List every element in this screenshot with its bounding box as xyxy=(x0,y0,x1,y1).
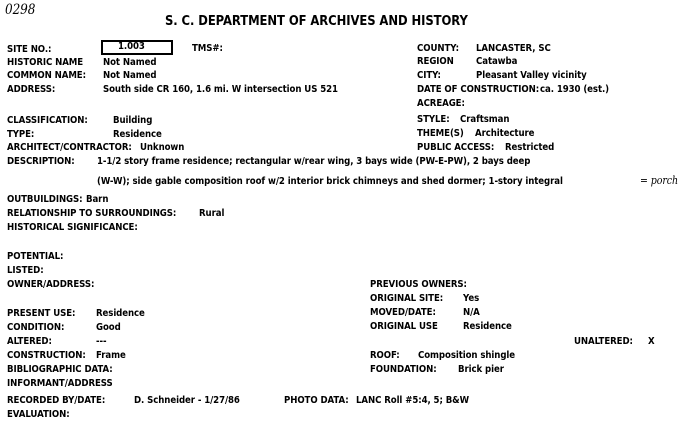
photo-value: LANC Roll #5:4, 5; B&W xyxy=(356,395,470,406)
description-line-2: (W-W); side gable composition roof w/2 interior brick chimneys and shed dormer; 1-story integral xyxy=(97,176,563,187)
foundation-label: FOUNDATION: xyxy=(370,364,437,375)
recorded-label: RECORDED BY/DATE: xyxy=(7,395,106,406)
description-line-1: 1-1/2 story frame residence; rectangular w/rear wing, 3 bays wide (PW-E-PW), 2 bays deep xyxy=(97,156,531,167)
public-access-label: PUBLIC ACCESS: xyxy=(417,142,495,153)
form-number: 0298 xyxy=(5,2,36,18)
moved-value: N/A xyxy=(463,307,480,318)
description-handwritten: = porch xyxy=(640,174,679,187)
date-construction-value: ca. 1930 (est.) xyxy=(540,84,610,95)
condition-label: CONDITION: xyxy=(7,322,65,333)
county-label: COUNTY: xyxy=(417,43,459,54)
region-label: REGION xyxy=(417,56,454,67)
recorded-value: D. Schneider - 1/27/86 xyxy=(134,395,240,406)
architect-value: Unknown xyxy=(140,142,185,153)
common-name-label: COMMON NAME: xyxy=(7,70,86,81)
public-access-value: Restricted xyxy=(505,142,555,153)
unaltered-label: UNALTERED: xyxy=(574,336,633,347)
construction-value: Frame xyxy=(96,350,126,361)
style-label: STYLE: xyxy=(417,114,450,125)
present-use-value: Residence xyxy=(96,308,145,319)
bibliographic-label: BIBLIOGRAPHIC DATA: xyxy=(7,364,113,375)
site-no-value: 1.003 xyxy=(118,41,145,52)
city-label: CITY: xyxy=(417,70,441,81)
county-value: LANCASTER, SC xyxy=(476,43,551,54)
tms-label: TMS#: xyxy=(192,43,223,54)
potential-label: POTENTIAL: xyxy=(7,251,64,262)
original-use-label: ORIGINAL USE xyxy=(370,321,438,332)
original-use-value: Residence xyxy=(463,321,512,332)
owner-label: OWNER/ADDRESS: xyxy=(7,279,95,290)
outbuildings-label: OUTBUILDINGS: xyxy=(7,194,83,205)
page-title: S. C. DEPARTMENT OF ARCHIVES AND HISTORY xyxy=(165,13,468,29)
classification-value: Building xyxy=(113,115,153,126)
unaltered-value: X xyxy=(648,336,655,347)
region-value: Catawba xyxy=(476,56,518,67)
common-name-value: Not Named xyxy=(103,70,157,81)
relationship-label: RELATIONSHIP TO SURROUNDINGS: xyxy=(7,208,177,219)
historic-name-label: HISTORIC NAME xyxy=(7,57,84,68)
themes-value: Architecture xyxy=(475,128,535,139)
moved-label: MOVED/DATE: xyxy=(370,307,436,318)
altered-value: --- xyxy=(96,336,107,347)
address-label: ADDRESS: xyxy=(7,84,56,95)
foundation-value: Brick pier xyxy=(458,364,504,375)
city-value: Pleasant Valley vicinity xyxy=(476,70,587,81)
listed-label: LISTED: xyxy=(7,265,44,276)
condition-value: Good xyxy=(96,322,121,333)
roof-value: Composition shingle xyxy=(418,350,516,361)
construction-label: CONSTRUCTION: xyxy=(7,350,86,361)
address-value: South side CR 160, 1.6 mi. W intersection US 521 xyxy=(103,84,338,95)
evaluation-label: EVALUATION: xyxy=(7,409,70,420)
date-construction-label: DATE OF CONSTRUCTION: xyxy=(417,84,540,95)
relationship-value: Rural xyxy=(199,208,225,219)
acreage-label: ACREAGE: xyxy=(417,98,465,109)
original-site-value: Yes xyxy=(463,293,480,304)
architect-label: ARCHITECT/CONTRACTOR: xyxy=(7,142,132,153)
site-no-label: SITE NO.: xyxy=(7,44,52,55)
classification-label: CLASSIFICATION: xyxy=(7,115,88,126)
style-value: Craftsman xyxy=(460,114,510,125)
description-label: DESCRIPTION: xyxy=(7,156,75,167)
type-value: Residence xyxy=(113,129,162,140)
historical-significance-label: HISTORICAL SIGNIFICANCE: xyxy=(7,222,138,233)
informant-label: INFORMANT/ADDRESS xyxy=(7,378,113,389)
previous-owners-label: PREVIOUS OWNERS: xyxy=(370,279,467,290)
outbuildings-value: Barn xyxy=(86,194,109,205)
themes-label: THEME(S) xyxy=(417,128,464,139)
present-use-label: PRESENT USE: xyxy=(7,308,76,319)
roof-label: ROOF: xyxy=(370,350,400,361)
altered-label: ALTERED: xyxy=(7,336,52,347)
type-label: TYPE: xyxy=(7,129,35,140)
original-site-label: ORIGINAL SITE: xyxy=(370,293,444,304)
historic-name-value: Not Named xyxy=(103,57,157,68)
photo-label: PHOTO DATA: xyxy=(284,395,349,406)
